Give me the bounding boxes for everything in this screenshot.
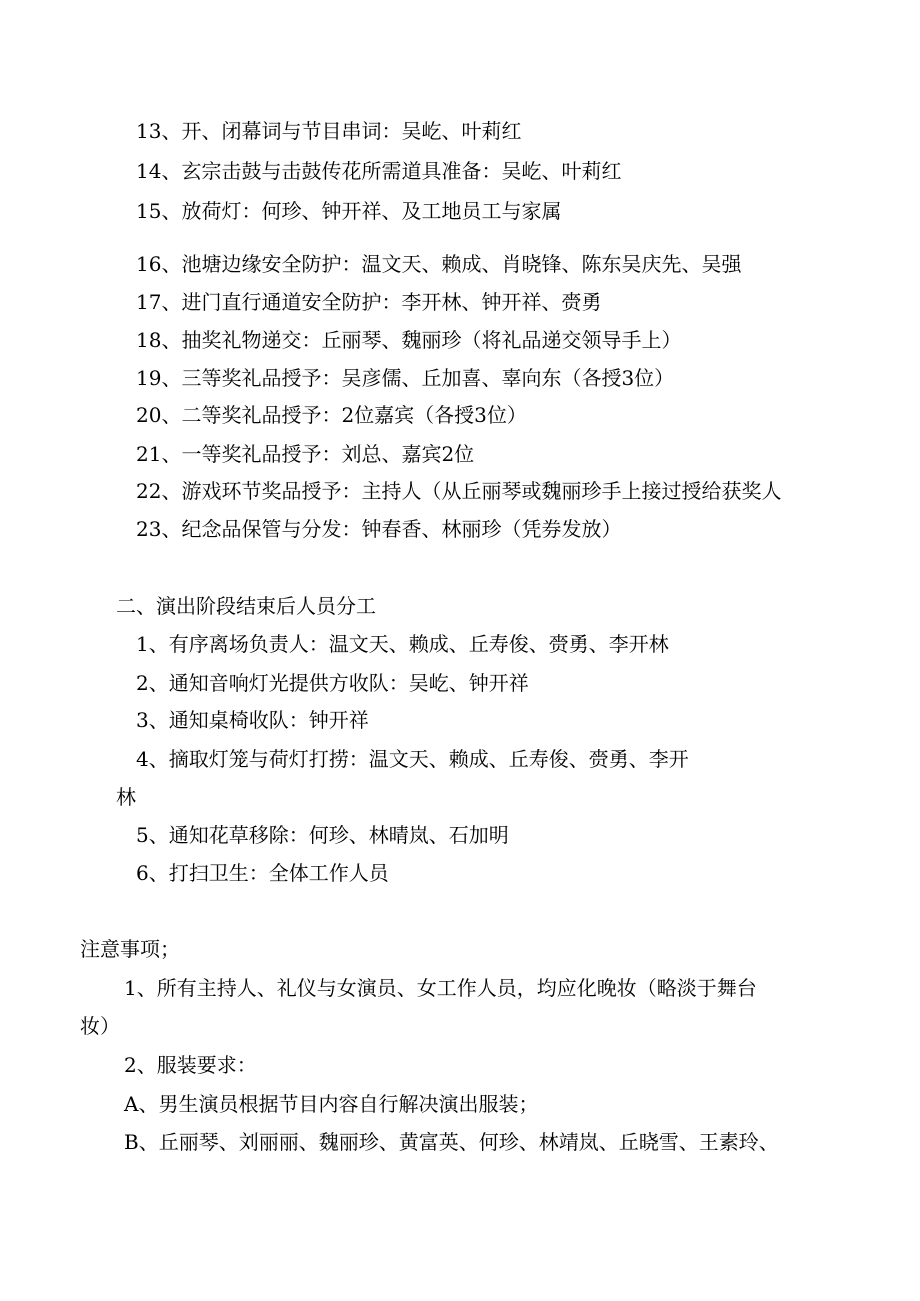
item-14: 14、玄宗击鼓与击鼓传花所需道具准备：吴屹、叶莉红 xyxy=(136,159,622,183)
section-2-item-2: 2、通知音响灯光提供方收队：吴屹、钟开祥 xyxy=(136,671,529,695)
note-1-continued: 妆） xyxy=(80,1014,120,1038)
item-16: 16、池塘边缘安全防护：温文天、赖成、肖晓锋、陈东吴庆先、吴强 xyxy=(136,252,742,276)
section-2-heading: 二、演出阶段结束后人员分工 xyxy=(116,594,376,618)
item-13: 13、开、闭幕词与节目串词：吴屹、叶莉红 xyxy=(136,119,522,143)
note-1: 1、所有主持人、礼仪与女演员、女工作人员，均应化晚妆（略淡于舞台 xyxy=(124,976,757,1000)
item-21: 21、一等奖礼品授予：刘总、嘉宾2位 xyxy=(136,442,475,466)
section-2-item-3: 3、通知桌椅收队：钟开祥 xyxy=(136,708,369,732)
section-2-item-6: 6、打扫卫生：全体工作人员 xyxy=(136,861,389,885)
item-15: 15、放荷灯：何珍、钟开祥、及工地员工与家属 xyxy=(136,199,562,223)
note-2a: A、男生演员根据节目内容自行解决演出服装； xyxy=(124,1092,539,1116)
section-2-item-4-continued: 林 xyxy=(116,785,136,809)
item-17: 17、进门直行通道安全防护：李开林、钟开祥、赍勇 xyxy=(136,290,602,314)
section-2-item-1: 1、有序离场负责人：温文天、赖成、丘寿俊、赍勇、李开林 xyxy=(136,632,669,656)
item-22: 22、游戏环节奖品授予：主持人（从丘丽琴或魏丽珍手上接过授给获奖人 xyxy=(136,479,782,503)
section-2-item-5: 5、通知花草移除：何珍、林晴岚、石加明 xyxy=(136,823,509,847)
note-2b: B、丘丽琴、刘丽丽、魏丽珍、黄富英、何珍、林靖岚、丘晓雪、王素玲、 xyxy=(124,1130,779,1154)
notes-heading: 注意事项； xyxy=(80,937,180,961)
section-2-item-4: 4、摘取灯笼与荷灯打捞：温文天、赖成、丘寿俊、赍勇、李开 xyxy=(136,747,689,771)
item-20: 20、二等奖礼品授予：2位嘉宾（各授3位） xyxy=(136,403,527,427)
item-19: 19、三等奖礼品授予：吴彦儒、丘加喜、辜向东（各授3位） xyxy=(136,366,675,390)
item-18: 18、抽奖礼物递交：丘丽琴、魏丽珍（将礼品递交领导手上） xyxy=(136,328,682,352)
item-23: 23、纪念品保管与分发：钟春香、林丽珍（凭券发放） xyxy=(136,517,622,541)
note-2: 2、服装要求： xyxy=(124,1053,257,1077)
